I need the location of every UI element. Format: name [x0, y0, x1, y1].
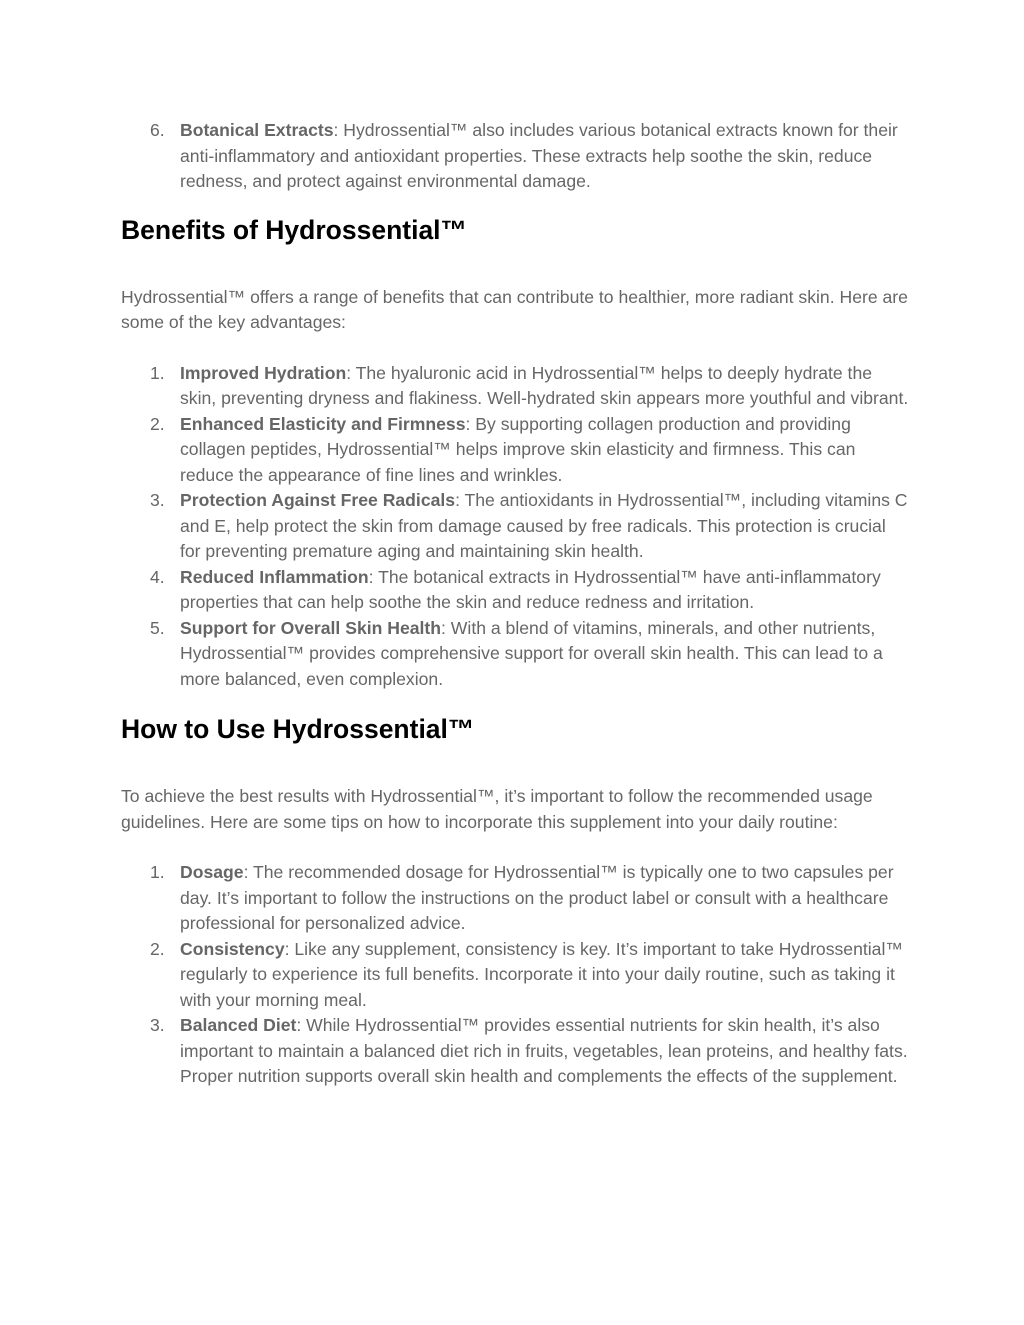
- list-number: 1.: [150, 862, 165, 882]
- document-page: [121, 118, 911, 1090]
- list-number: 3.: [150, 490, 165, 510]
- list-number: 5.: [150, 617, 165, 638]
- list-item-text: : While Hydrossential™ provides essential nutrients for skin health, it’s also important to maintain a balanced diet rich in fruits, vegetables, lean proteins, and healthy fats. Proper nutrition supports overall skin health and complements the effects of the supplement.: [180, 1015, 908, 1086]
- list-item: [121, 860, 911, 937]
- list-item-title: Reduced Inflammation: [180, 566, 369, 587]
- list-item-title: Enhanced Elasticity and Firmness: [180, 413, 466, 434]
- list-item-title: Balanced Diet: [180, 1015, 297, 1035]
- list-item-text: : The botanical extracts in Hydrossential™ have anti-inflammatory properties that can help soothe the skin and reduce redness and irritation.: [180, 566, 881, 612]
- list-item-text: : The hyaluronic acid in Hydrossential™ helps to deeply hydrate the skin, preventing dryness and flakiness. Well-hydrated skin appears more youthful and vibrant.: [180, 362, 909, 408]
- list-item-text: : The antioxidants in Hydrossential™, including vitamins C and E, help protect the skin from damage caused by free radicals. This protection is crucial for preventing premature aging and maintaining skin health.: [180, 490, 908, 561]
- list-number: 1.: [150, 362, 165, 383]
- list-item: [121, 412, 911, 489]
- list-item: [121, 361, 911, 412]
- list-item-text: : By supporting collagen production and providing collagen peptides, Hydrossential™ helps improve skin elasticity and firmness. This can reduce the appearance of fine lines and wrinkles.: [180, 413, 856, 485]
- benefits-list: [121, 361, 911, 693]
- list-number: 3.: [150, 1015, 165, 1035]
- list-item-title: Consistency: [180, 938, 285, 959]
- list-item: [121, 1013, 911, 1090]
- benefits-intro: Hydrossential™ offers a range of benefits that can contribute to healthier, more radiant skin. Here are some of the key advantages:: [121, 286, 908, 332]
- benefits-heading: Benefits of Hydrossential™: [121, 214, 468, 245]
- list-number: 2.: [150, 938, 165, 959]
- list-item-text: : With a blend of vitamins, minerals, and other nutrients, Hydrossential™ provides comprehensive support for overall skin health. This can lead to a more balanced, even complexion.: [180, 617, 883, 689]
- list-item: [121, 488, 911, 565]
- list-item: [121, 937, 911, 1014]
- list-item-title: Improved Hydration: [180, 362, 347, 383]
- list-item-text: : Like any supplement, consistency is key. It’s important to take Hydrossential™ regularly to experience its full benefits. Incorporate it into your daily routine, such as taking it with your morning meal.: [180, 938, 903, 1010]
- list-item: [121, 565, 911, 616]
- list-number: 2.: [150, 413, 165, 434]
- howto-heading: How to Use Hydrossential™: [121, 714, 475, 744]
- howto-intro: To achieve the best results with Hydrossential™, it’s important to follow the recommended usage guidelines. Here are some tips on how to incorporate this supplement into your daily routine:: [121, 786, 873, 832]
- ingredients-list-continued: [121, 118, 911, 195]
- list-item: [121, 118, 911, 195]
- list-number: 4.: [150, 566, 165, 587]
- howto-list: [121, 860, 911, 1090]
- list-number: 6.: [150, 120, 165, 140]
- list-item-title: Support for Overall Skin Health: [180, 617, 442, 638]
- list-item: [121, 616, 911, 693]
- list-item-text: : The recommended dosage for Hydrossential™ is typically one to two capsules per day. It’s important to follow the instructions on the product label or consult with a healthcare professional for personalized advice.: [180, 862, 894, 933]
- list-item-title: Dosage: [180, 862, 244, 882]
- list-item-title: Botanical Extracts: [180, 120, 334, 140]
- list-item-title: Protection Against Free Radicals: [180, 490, 456, 510]
- list-item-text: : Hydrossential™ also includes various botanical extracts known for their anti-inflammatory and antioxidant properties. These extracts help soothe the skin, reduce redness, and protect against environmental damage.: [180, 120, 898, 191]
